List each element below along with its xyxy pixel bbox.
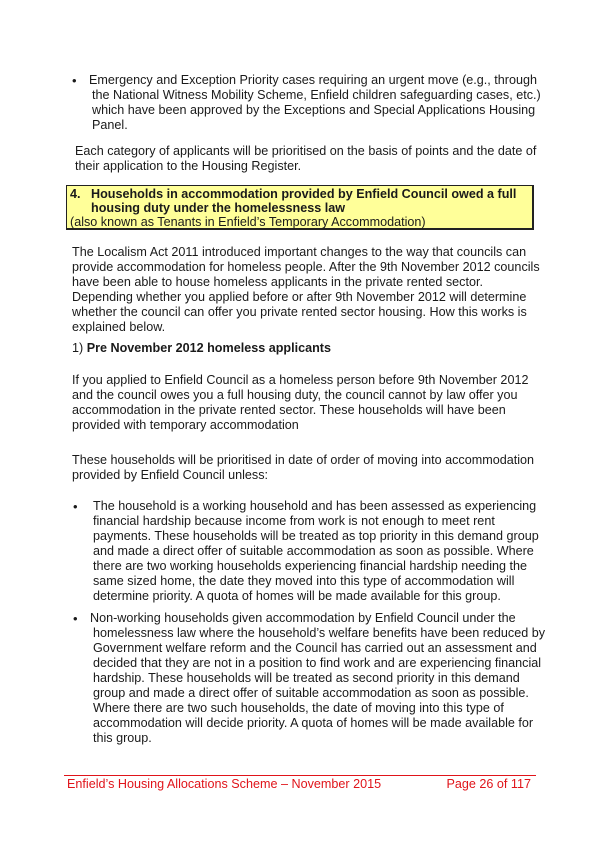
paragraph-localism-act (72, 245, 540, 335)
text-line: whether the council can offer you private rented sector housing. How this works is (72, 305, 527, 319)
text-line: Government welfare reform and the Council has carried out an assessment and (93, 641, 537, 655)
text-line: homelessness law where the household’s welfare benefits have been reduced by (93, 626, 546, 640)
bullet-icon: • (73, 611, 78, 626)
subheading-title: Pre November 2012 homeless applicants (86, 341, 331, 355)
bullet-icon: • (72, 73, 77, 88)
section-4-heading-box (66, 185, 534, 230)
text-line: Non-working households given accommodation by Enfield Council under the (90, 611, 516, 625)
section-title-line1: Households in accommodation provided by Enfield Council owed a full (91, 187, 517, 201)
text-line: group and made a direct offer of suitable accommodation as soon as possible. (93, 686, 529, 700)
text-line: and made a direct offer of suitable accommodation as soon as possible. Where (93, 544, 534, 558)
text-line: financial hardship because income from work is not enough to meet rent (93, 514, 495, 528)
text-line: this group. (93, 731, 152, 745)
text-line: Panel. (92, 118, 128, 132)
footer-document-title: Enfield’s Housing Allocations Scheme – November 2015 (67, 777, 382, 791)
text-line: which have been approved by the Exceptions and Special Applications Housing (92, 103, 536, 117)
section-subtitle: (also known as Tenants in Enfield’s Temporary Accommodation) (70, 215, 426, 229)
text-line: The Localism Act 2011 introduced important changes to the way that councils can (72, 245, 527, 259)
text-line: accommodation will decide priority. A quota of homes will be made available for (93, 716, 534, 730)
section-title-line2: housing duty under the homelessness law (91, 201, 346, 215)
text-line: decided that they are not in a position to find work and are experiencing financial (93, 656, 542, 670)
subheading-pre-2012 (72, 341, 331, 356)
footer-page-number: Page 26 of 117 (446, 777, 531, 791)
text-line: their application to the Housing Register. (75, 159, 302, 173)
text-line: Where there are two such households, the date of moving into this type of (93, 701, 504, 715)
text-line: provided with temporary accommodation (72, 418, 299, 432)
text-line: These households will be prioritised in date of order of moving into accommodation (72, 453, 535, 467)
text-line: the National Witness Mobility Scheme, Enfield children safeguarding cases, etc.) (92, 88, 541, 102)
text-line: there are two working households experiencing financial hardship needing the (93, 559, 528, 573)
text-line: The household is a working household and has been assessed as experiencing (93, 499, 537, 513)
text-line: provide accommodation for homeless people. After the 9th November 2012 councils (72, 260, 540, 274)
paragraph-category-priority (75, 144, 536, 174)
text-line: accommodation in the private rented sector. These households will have been (72, 403, 506, 417)
text-line: provided by Enfield Council unless: (72, 468, 269, 482)
text-line: and the council owes you a full housing duty, the council cannot by law offer you (72, 388, 518, 402)
section-number: 4. (70, 187, 81, 201)
text-line: If you applied to Enfield Council as a homeless person before 9th November 2012 (72, 373, 529, 387)
text-line: Emergency and Exception Priority cases requiring an urgent move (e.g., through (89, 73, 538, 87)
text-line: same sized home, the date they moved into this type of accommodation will (93, 574, 515, 588)
text-line: determine priority. A quota of homes will be made available for this group. (93, 589, 501, 603)
text-line: Each category of applicants will be prioritised on the basis of points and the date of (75, 144, 537, 158)
text-line: Depending whether you applied before or after 9th November 2012 will determine (72, 290, 527, 304)
text-line: payments. These households will be treated as top priority in this demand group (93, 529, 539, 543)
subheading-prefix: 1) (72, 341, 87, 355)
text-line: explained below. (72, 320, 166, 334)
footer-divider (64, 775, 536, 776)
text-line: have been able to house homeless applicants in the private rented sector. (72, 275, 483, 289)
text-line: hardship. These households will be treated as second priority in this demand (93, 671, 520, 685)
paragraph-applied-before (72, 373, 528, 433)
paragraph-prioritised-order (72, 453, 534, 483)
bullet-icon: • (73, 499, 78, 514)
